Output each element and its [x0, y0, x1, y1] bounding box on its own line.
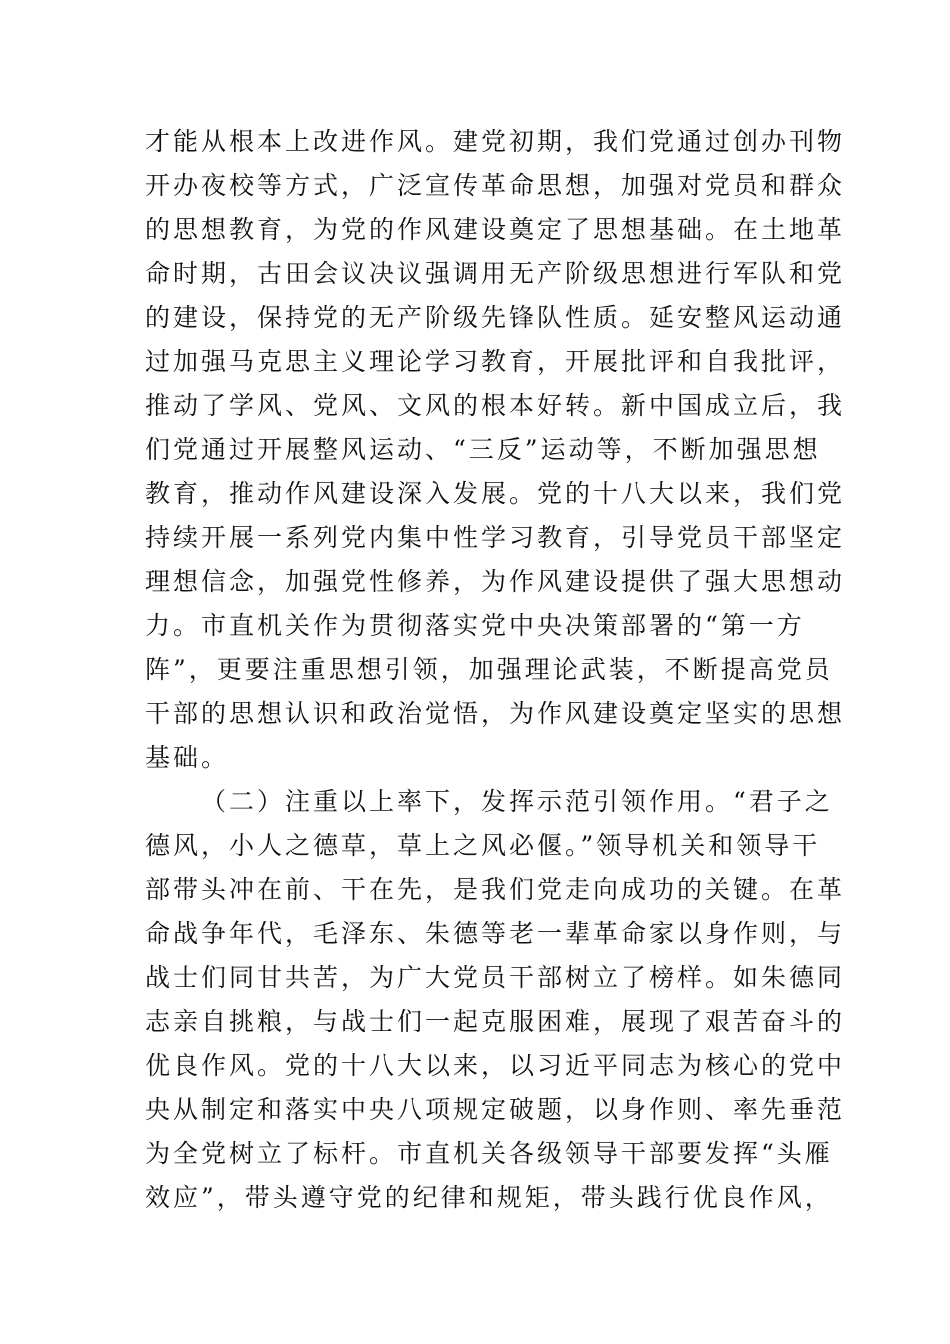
- text-line: 命时期，古田会议决议强调用无产阶级思想进行军队和党: [145, 259, 846, 288]
- text-line: 基础。: [145, 743, 230, 772]
- text-line: 的思想教育，为党的作风建设奠定了思想基础。在土地革: [145, 215, 846, 244]
- text-line: 过加强马克思主义理论学习教育，开展批评和自我批评，: [145, 347, 846, 376]
- text-line: 力。市直机关作为贯彻落实党中央决策部署的“第一方: [145, 611, 805, 640]
- text-line: 阵”，更要注重思想引领，加强理论武装，不断提高党员: [145, 655, 833, 684]
- text-line: 部带头冲在前、干在先，是我们党走向成功的关键。在革: [145, 875, 846, 904]
- text-line: 才能从根本上改进作风。建党初期，我们党通过创办刊物: [145, 127, 846, 156]
- text-line: 优良作风。党的十八大以来，以习近平同志为核心的党中: [145, 1051, 846, 1080]
- text-line: 命战争年代，毛泽东、朱德等老一辈革命家以身作则，与: [145, 919, 846, 948]
- text-line: 教育，推动作风建设深入发展。党的十八大以来，我们党: [145, 479, 846, 508]
- text-line: 推动了学风、党风、文风的根本好转。新中国成立后，我: [145, 391, 846, 420]
- section-heading-line: （二）注重以上率下，发挥示范引领作用。“君子之: [201, 787, 833, 816]
- text-line: 干部的思想认识和政治觉悟，为作风建设奠定坚实的思想: [145, 699, 846, 728]
- text-line: 理想信念，加强党性修养，为作风建设提供了强大思想动: [145, 567, 846, 596]
- text-line: 战士们同甘共苦，为广大党员干部树立了榜样。如朱德同: [145, 963, 846, 992]
- text-line: 开办夜校等方式，广泛宣传革命思想，加强对党员和群众: [145, 171, 846, 200]
- text-line: 们党通过开展整风运动、“三反”运动等，不断加强思想: [145, 435, 821, 464]
- text-line: 德风，小人之德草，草上之风必偃。”领导机关和领导干: [145, 831, 821, 860]
- text-line: 的建设，保持党的无产阶级先锋队性质。延安整风运动通: [145, 303, 846, 332]
- text-line: 志亲自挑粮，与战士们一起克服困难，展现了艰苦奋斗的: [145, 1007, 846, 1036]
- text-line: 为全党树立了标杆。市直机关各级领导干部要发挥“头雁: [145, 1139, 833, 1168]
- text-line: 效应”，带头遵守党的纪律和规矩，带头践行优良作风，: [145, 1183, 833, 1212]
- body-text: [145, 120, 846, 1220]
- text-line: 持续开展一系列党内集中性学习教育，引导党员干部坚定: [145, 523, 846, 552]
- text-line: 央从制定和落实中央八项规定破题，以身作则、率先垂范: [145, 1095, 846, 1124]
